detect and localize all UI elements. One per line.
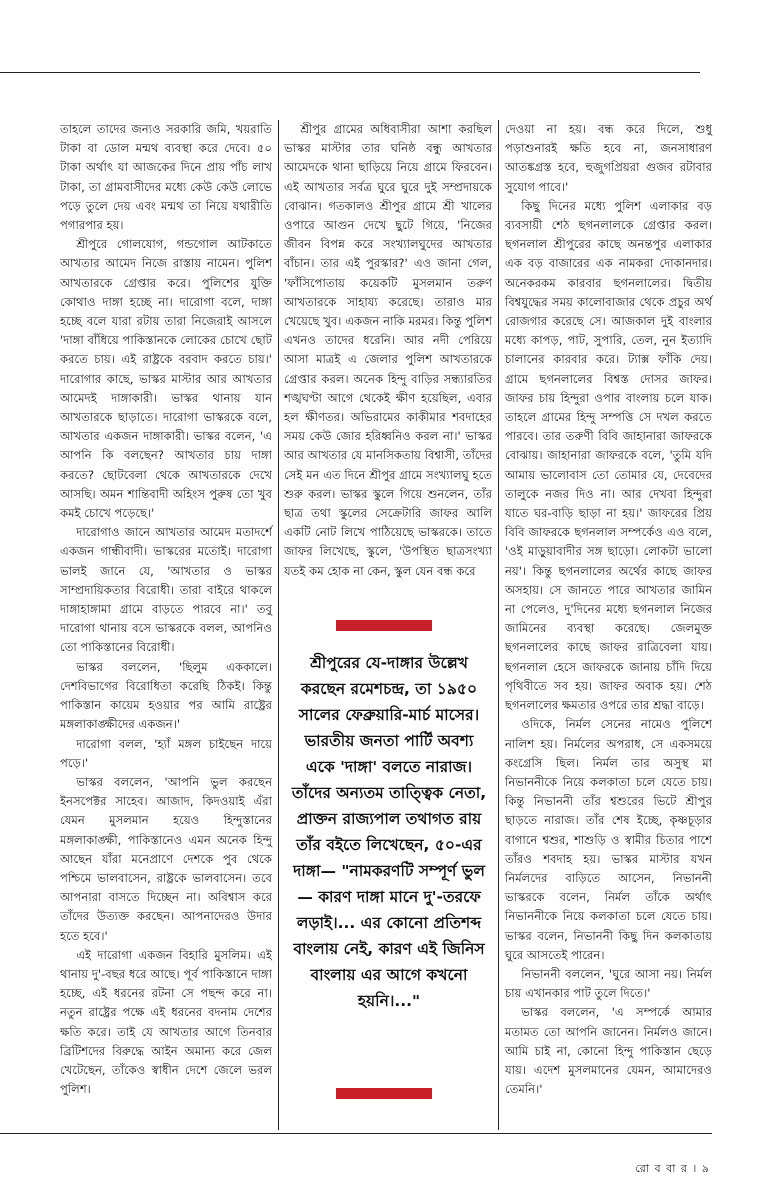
pull-quote-text: শ্রীপুরের যে-দাঙ্গার উল্লেখ করছেন রমেশচন্দ্র, তা ১৯৫০ সালের ফেব্রুয়ারি-মার্চ মাসের। ভারতীয় জনতা পার্টি অবশ্য একে 'দাঙ্গা' বলতে নারাজ। তাঁদের অন্যতম তাত্ত্বিক নেতা, প্রাক্তন রাজ্যপাল তথাগত রায় তাঁর বইতে লিখেছেন, ৫০-এর দাঙ্গা— "নামকরণটি সম্পূর্ণ ভুল— কারণ দাঙ্গা মানে দু'-তরফে লড়াই।... এর কোনো প্রতিশব্দ বাংলায় নেই, কারণ এই জিনিস বাংলায় এর আগে কখনো হয়নি।..." [291, 654, 487, 1010]
page-folio: রো ব বা র । ৯ [635, 1162, 710, 1175]
paragraph: ভাস্কর বললেন, 'আপনি ভুল করছেন ইনসপেক্টর সাহেব। আজাদ, কিদওয়াই এঁরা যেমন মুসলমান হয়েও হিন্দুস্তানের মঙ্গলাকাঙ্ক্ষী, পাকিস্তানেও এমন অনেক হিন্দু আছেন যাঁরা মনেপ্রাণে দেশকে পুব থেকে পশ্চিমে ভালবাসেন, রাষ্ট্রকে ভালবাসেন। তবে আপনারা বাসতে দিচ্ছেন না। অবিশ্বাস করে তাঁদের উত্যক্ত করছেন। আপনাদেরও উদার হতে হবে।' [60, 774, 272, 943]
column-divider-right [498, 120, 499, 1130]
article-column-3 [505, 120, 712, 1099]
paragraph: ভাস্কর বললেন, 'ছিলুম এককালে। দেশবিভাগের বিরোধিতা করেছি ঠিকই। কিন্তু পাকিস্তান কায়েম হওয়ার পর আমি রাষ্ট্রের মঙ্গলাকাঙ্ক্ষীদের একজন।' [60, 659, 272, 732]
bottom-rule [0, 1133, 712, 1134]
article-column-2 [284, 120, 492, 581]
paragraph: কিছু দিনের মধ্যে পুলিশ এলাকার বড় ব্যবসায়ী শেঠ ছগনলালকে গ্রেপ্তার করল। ছগনলাল শ্রীপুরের কাছে অনন্তপুর এলাকার এক বড় বাজারের এক নামকরা দোকানদার। অনেকরকম কারবার ছগনলালের। দ্বিতীয় বিশ্বযুদ্ধের সময় কালোবাজার থেকে প্রচুর অর্থ রোজগার করেছে সে। আজকাল দুই বাংলার মধ্যে কাপড়, পাট, সুপারি, তেল, নুন ইত্যাদি চালানের কারবার করে। ট্যাক্স ফাঁকি দেয়। গ্রামে ছগনলালের বিশ্বস্ত দোসর জাফর। জাফর চায় হিন্দুরা ওপার বাংলায় চলে যাক। তাহলে গ্রামের হিন্দু সম্পত্তি সে দখল করতে পারবে। তার তরুণী বিবি জাহানারা জাফরকে বোঝায়। জাহানারা জাফরকে বলে, 'তুমি যদি আমায় ভালোবাস তো তোমার যে, দেবেদের তালুকে নজর দিও না। আর দেখবা হিন্দুরা যাতে ঘর-বাড়ি ছাড়া না হয়।' জাফরের প্রিয় বিবি জাফরকে ছগনলাল সম্পর্কেও এও বলে, 'ওই মাড়ুয়াবাদীর সঙ্গ ছাড়ো। লোকটা ভালো নয়'। কিন্তু ছগনলালের অর্থের কাছে জাফর অসহায়। সে জানতে পারে আখতার জামিন না পেলেও, দু'দিনের মধ্যে ছগনলাল নিজের জামিনের ব্যবস্থা করেছে। জেলমুক্ত ছগনলালের কাছে জাফর রাত্রিবেলা যায়। ছগনলাল হেসে জাফরকে জানায় চাঁদি দিয়ে পৃথিবীতে সব হয়। জাফর অবাক হয়। শেঠ ছগনলালের ক্ষমতার ওপরে তার শ্রদ্ধা বাড়ে। [505, 198, 712, 713]
paragraph: নিভাননী বললেন, 'ঘুরে আসা নয়। নির্মল চায় এখানকার পাট তুলে দিতে।' [505, 966, 712, 1001]
pull-quote-box [289, 620, 489, 1120]
top-rule [0, 72, 700, 73]
paragraph: শ্রীপুর গ্রামের অধিবাসীরা আশা করছিল ভাস্কর মাস্টার তার ঘনিষ্ঠ বন্ধু আখতার আমেদকে থানা ছাড়িয়ে নিয়ে গ্রামে ফিরবেন। এই আখতার সর্বত্র ঘুরে ঘুরে দুই সম্প্রদায়কে বোঝান। গতকালও শ্রীপুর গ্রামে শ্রী খালের ওপারে আগুন দেখে ছুটে গিয়ে, 'নিজের জীবন বিপন্ন করে সংখ্যালঘুদের আখতার বাঁচান। তার এই পুরস্কার?' এও জানা গেল, 'ফাঁসিপোতায় কয়েকটি মুসলমান তরুণ আখতারকে সাহায্য করেছে। তারাও মার খেয়েছে খুব। একজন নাকি মরমর। কিন্তু পুলিশ এখনও তাদের ধরেনি। আর নদী পেরিয়ে আসা মাত্রই এ জেলার পুলিশ আখতারকে গ্রেপ্তার করল। অনেক হিন্দু বাড়ির সন্ধ্যারতির শঙ্খঘণ্টা আগে থেকেই ক্ষীণ হয়েছিল, এবার হল ক্ষীণতর। অভিরামের কাকীমার শবদাহের সময় কেউ জোর হরিধ্বনিও করল না।' ভাস্কর আর আখতার যে মানসিকতায় বিশ্বাসী, তাঁদের সেই মন এত দিনে শ্রীপুর গ্রামে সংখ্যালঘু হতে শুরু করল। ভাস্কর স্কুলে গিয়ে শুনলেন, তাঁর ছাত্র তথা স্কুলের সেক্রেটারি জাফর আলি একটি নোট লিখে পাঠিয়েছে ভাস্করকে। তাতে জাফর লিখেছে, স্কুলে, 'উপস্থিত ছাত্রসংখ্যা যতই কম হোক না কেন, স্কুল যেন বন্ধ করে [284, 122, 492, 578]
column-divider-left [278, 120, 279, 1130]
paragraph: দেওয়া না হয়। বন্ধ করে দিলে, শুধু পড়াশুনারই ক্ষতি হবে না, জনসাধারণ আতঙ্কগ্রস্ত হবে, হুজুগপ্রিয়রা গুজব রটাবার সুযোগ পাবে।' [505, 122, 712, 194]
paragraph: শ্রীপুরে গোলযোগ, গন্ডগোল আটকাতে আখতার আমেদ নিজে রাস্তায় নামেন। পুলিশ আখতারকে গ্রেপ্তার করে। পুলিশের যুক্তি কোথাও দাঙ্গা হচ্ছে না। দারোগা বলে, দাঙ্গা হচ্ছে বলে যারা রটায় তারা নিজেরাই আসলে 'দাঙ্গা বাঁধিয়ে পাকিস্তানকে লোকের চোখে ছোট করতে চায়। এই রাষ্ট্রকে বরবাদ করতে চায়।' দারোগার কাছে, ভাস্কর মাস্টার আর আখতার আমেদই দাঙ্গাকারী। ভাস্কর থানায় যান আখতারকে ছাড়াতে। দারোগা ভাস্করকে বলে, আখতার একজন দাঙ্গাকারী। ভাস্কর বলেন, 'এ আপনি কি বলছেন? আখতার চায় দাঙ্গা করতে? ছোটবেলা থেকে আখতারকে দেখে আসছি। অমন শান্তিবাদী অহিংস পুরুষ তো খুব কমই চোখে পড়েছে।' [60, 237, 272, 521]
paragraph: এই দারোগা একজন বিহারি মুসলিম। এই থানায় দু'-বছর ধরে আছে। পূর্ব পাকিস্তানে দাঙ্গা হচ্ছে, এই ধরনের রটনা সে পছন্দ করে না। নতুন রাষ্ট্রের পক্ষে এই ধরনের বদনাম দেশের ক্ষতি করে। তাই যে আখতার আগে তিনবার ব্রিটিশদের বিরুদ্ধে আইন অমান্য করে জেল খেটেছেন, তাঁকেও স্বাধীন দেশে জেলে ভরল পুলিশ। [60, 947, 272, 1097]
pull-quote-top-bar [336, 620, 432, 631]
paragraph: ওদিকে, নির্মল সেনের নামেও পুলিশে নালিশ হয়। নির্মলের অপরাধ, সে একসময়ে কংগ্রেসি ছিল। নির্মল তার অসুস্থ মা নিভাননীকে নিয়ে কলকাতা চলে যেতে চায়। কিন্তু নিভাননী তাঁর শ্বশুরের ভিটে শ্রীপুর ছাড়তে নারাজ। তাঁর শেষ ইচ্ছে, কৃষ্ণচূড়ার বাগানে শ্বশুর, শাশুড়ি ও স্বামীর চিতার পাশে তাঁরও শবদাহ হয়। ভাস্কর মাস্টার যখন নির্মলদের বাড়িতে আসেন, নিভাননী ভাস্করকে বলেন, নির্মল তাঁকে অর্থাৎ নিভাননীকে নিয়ে কলকাতা চলে যেতে চায়। ভাস্কর বলেন, নিভাননী কিছু দিন কলকাতায় ঘুরে আসতেই পারেন। [505, 717, 712, 962]
paragraph: তাহলে তাদের জন্যও সরকারি জমি, খয়রাতি টাকা বা ডোল মন্মথ ব্যবস্থা করে দেবে। ৫০ টাকা অর্থাৎ যা আজকের দিনে প্রায় পাঁচ লাখ টাকা, তা গ্রামবাসীদের মধ্যে কেউ কেউ লোভে পড়ে তুলে দেয় এবং মন্মথ তা নিয়ে যথারীতি পগারপার হয়। [60, 122, 272, 233]
pull-quote-bottom-bar [336, 1088, 432, 1099]
paragraph: ভাস্কর বললেন, 'এ সম্পর্কে আমার মতামত তো আপনি জানেন। নির্মলও জানে। আমি চাই না, কোনো হিন্দু পাকিস্তান ছেড়ে যায়। এদেশ মুসলমানের যেমন, আমাদেরও তেমনি।' [505, 1005, 712, 1097]
article-column-1 [60, 120, 272, 1099]
paragraph: দারোগা বলল, 'হ্যাঁ মঙ্গল চাইছেন দায়ে পড়ে।' [60, 736, 272, 770]
paragraph: দারোগাও জানে আখতার আমেদ মতাদর্শে একজন গান্ধীবাদী। ভাস্করের মতোই। দারোগা ভালই জানে যে, 'আখতার ও ভাস্কর সাম্প্রদায়িকতার বিরোধী। তারা বাইরে থাকলে দাঙ্গাহাঙ্গামা গ্রামে বাড়তে পারবে না।' তবু দারোগা থানায় বসে ভাস্করকে বলল, আপনিও তো পাকিস্তানের বিরোধী। [60, 525, 272, 655]
